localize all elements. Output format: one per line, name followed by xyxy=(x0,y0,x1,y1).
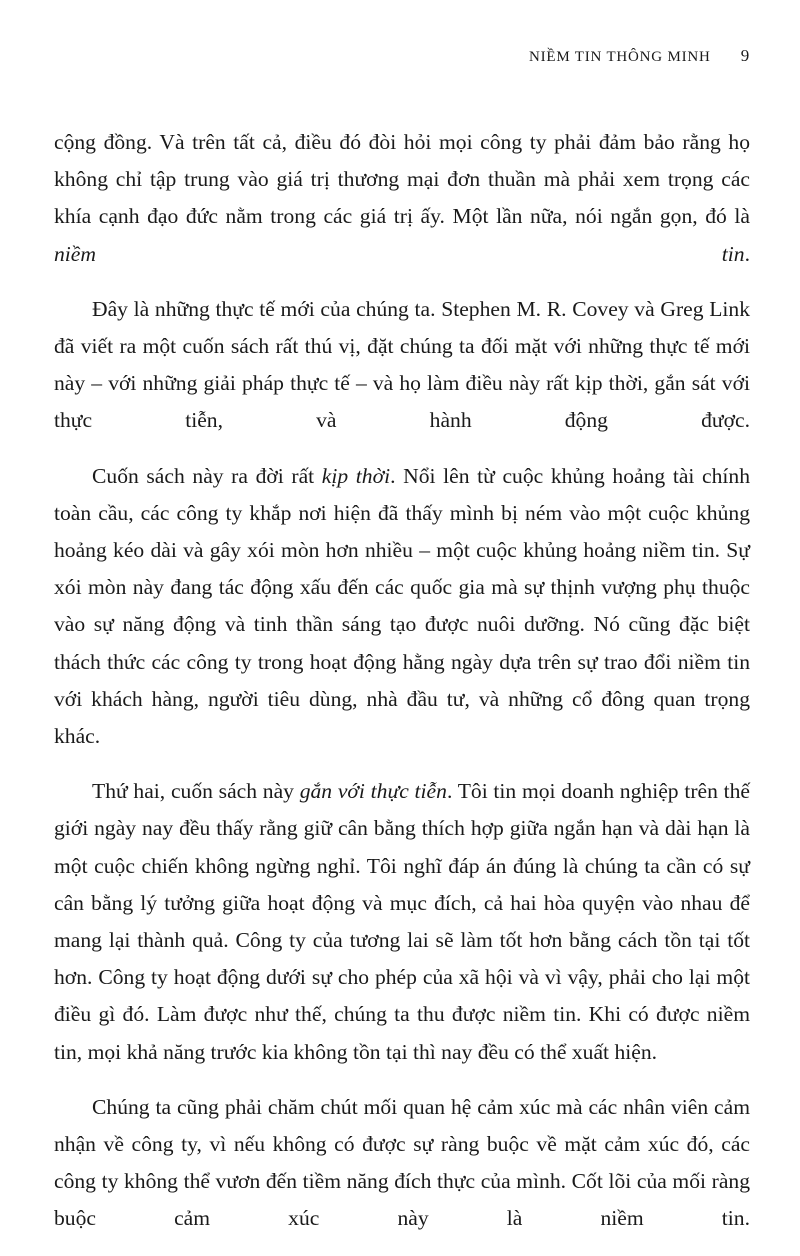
page-number: 9 xyxy=(740,46,750,65)
paragraph xyxy=(54,124,750,273)
text-segment: . xyxy=(744,241,750,266)
paragraph xyxy=(54,458,750,756)
italic-text-segment: kịp thời xyxy=(321,463,391,488)
text-segment: Đây là những thực tế mới của chúng ta. Stephen M. R. Covey và Greg Link đã viết ra một cuốn sách rất thú vị, đặt chúng ta đối mặt với những thực tế mới này – với những giải pháp thực tế – và họ làm điều này rất kịp thời, gắn sát với thực tiễn, và hành động được. xyxy=(54,296,750,433)
running-header xyxy=(529,46,750,66)
text-segment: . Nổi lên từ cuộc khủng hoảng tài chính toàn cầu, các công ty khắp nơi hiện đã thấy mình bị ném vào một cuộc khủng hoảng kéo dài và gây xói mòn hơn nhiều – một cuộc khủng hoảng niềm tin. Sự xói mòn này đang tác động xấu đến các quốc gia mà sự thịnh vượng phụ thuộc vào sự năng động và tinh thần sáng tạo được nuôi dưỡng. Nó cũng đặc biệt thách thức các công ty trong hoạt động hằng ngày dựa trên sự trao đổi niềm tin với khách hàng, người tiêu dùng, nhà đầu tư, và những cổ đông quan trọng khác. xyxy=(54,463,750,749)
text-segment: cộng đồng. Và trên tất cả, điều đó đòi hỏi mọi công ty phải đảm bảo rằng họ không chỉ tập trung vào giá trị thương mại đơn thuần mà phải xem trọng các khía cạnh đạo đức nằm trong các giá trị ấy. Một lần nữa, nói ngắn gọn, đó là xyxy=(54,130,750,229)
paragraph xyxy=(54,291,750,440)
text-segment: Chúng ta cũng phải chăm chút mối quan hệ cảm xúc mà các nhân viên cảm nhận về công ty, vì nếu không có được sự ràng buộc về mặt cảm xúc đó, các công ty không thể vươn đến tiềm năng đích thực của mình. Cốt lõi của mối ràng buộc cảm xúc này là niềm tin. xyxy=(54,1094,750,1231)
body-text xyxy=(54,124,750,1256)
paragraph xyxy=(54,773,750,1071)
italic-text-segment: gắn với thực tiễn xyxy=(299,779,447,804)
text-segment: Thứ hai, cuốn sách này xyxy=(92,779,300,804)
paragraph xyxy=(54,1089,750,1238)
text-segment: . Tôi tin mọi doanh nghiệp trên thế giới ngày nay đều thấy rằng giữ cân bằng thích hợp giữa ngắn hạn và dài hạn là một cuộc chiến không ngừng nghỉ. Tôi nghĩ đáp án đúng là chúng ta cần có sự cân bằng lý tưởng giữa hoạt động và mục đích, cả hai hòa quyện vào nhau để mang lại thành quả. Công ty của tương lai sẽ làm tốt hơn bằng cách tồn tại tốt hơn. Công ty hoạt động dưới sự cho phép của xã hội và vì vậy, phải cho lại một điều gì đó. Làm được như thế, chúng ta thu được niềm tin. Khi có được niềm tin, mọi khả năng trước kia không tồn tại thì nay đều có thể xuất hiện. xyxy=(54,779,751,1064)
italic-text-segment: niềm tin xyxy=(54,241,745,266)
text-segment: Cuốn sách này ra đời rất xyxy=(92,463,322,488)
running-header-title: NIỀM TIN THÔNG MINH xyxy=(528,49,711,65)
